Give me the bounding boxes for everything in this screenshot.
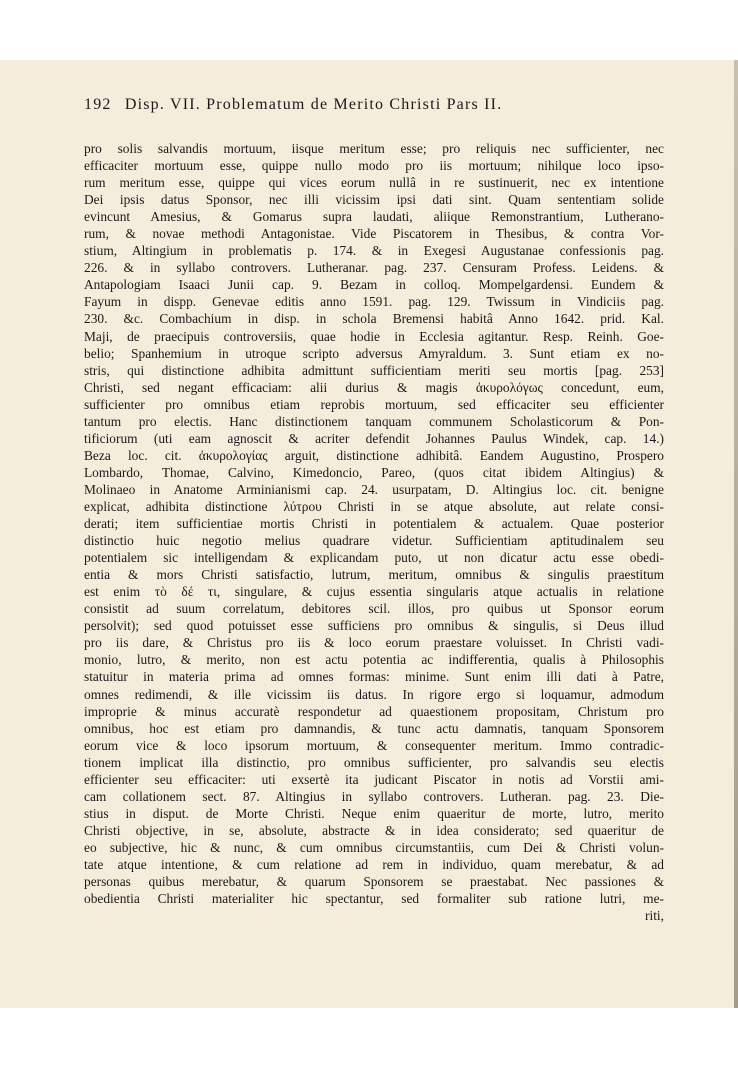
text-line: omnibus, hoc est etiam pro damnandis, & tunc actu damnatis, tanquam Sponsorem [84,720,664,736]
text-line: eorum vice & loco ipsorum mortuum, & consequenter meritum. Immo contradic- [84,737,664,753]
text-line: riti, [645,908,664,924]
text-line: explicat, adhibita distinctione λύτρου Christi in se atque absolute, aut relate consi- [84,498,664,514]
text-line: rum meritum esse, quippe qui vices eorum nullâ in re sustinuerit, nec ex intentione [84,175,664,191]
text-line: evincunt Amesius, & Gomarus supra laudati, aliique Remonstrantium, Lutherano- [84,209,664,225]
body-text [84,140,664,924]
running-head [84,96,664,114]
text-line: Beza loc. cit. ἀκυρολογίας arguit, distinctione adhibitâ. Eandem Augustino, Prospero [84,447,664,463]
text-line: persolvit); sed quod potuisset esse sufficiens pro omnibus & singulis, si Deus illud [84,618,664,634]
text-line: stius in disput. de Morte Christi. Neque enim quaeritur de morte, lutro, merito [84,805,664,821]
text-line: Lombardo, Thomae, Calvino, Kimedoncio, Pareo, (quos citat ibidem Altingius) & [84,464,664,480]
text-line: tate atque intentione, & cum relatione ad rem in individuo, quam merebatur, & ad [84,856,664,872]
text-line: statuitur in materia prima ad omnes formas: minime. Sunt enim illi dati à Patre, [84,669,664,685]
text-line: 230. &c. Combachium in disp. in schola Bremensi habitâ Anno 1642. prid. Kal. [84,311,664,327]
text-line: stium, Altingium in problematis p. 174. & in Exegesi Augustanae confessionis pag. [84,243,664,259]
text-line: efficienter seu efficaciter: uti exsertè ita judicant Piscator in notis ad Vorstii ami- [84,771,664,787]
text-line: entia & mors Christi satisfactio, lutrum, meritum, omnibus & singulis praestitum [84,567,664,583]
text-line: tionem implicat illa distinctio, pro omnibus sufficienter, pro salvandis seu electis [84,754,664,770]
text-line: tantum pro electis. Hanc distinctionem tanquam communem Scholasticorum & Pon- [84,413,664,429]
text-line: rum, & novae methodi Antagonistae. Vide Piscatorem in Thesibus, & contra Vor- [84,226,664,242]
text-line: 226. & in syllabo controvers. Lutheranar. pag. 237. Censuram Profess. Leidens. & [84,260,664,276]
page-number: 192 [84,96,112,113]
page-edge-shadow [734,60,738,1008]
text-line: Maji, de praecipuis controversiis, quae hodie in Ecclesia agitantur. Resp. Reinh. Goe- [84,328,664,344]
text-line: obedientia Christi materialiter hic spectantur, sed formaliter sub ratione lutri, me- [84,891,664,907]
text-line: consistit ad suum correlatum, debitores scil. illos, pro quibus ut Sponsor eorum [84,601,664,617]
text-line: sufficienter pro omnibus etiam reprobis mortuum, sed efficaciter seu efficienter [84,396,664,412]
text-line: improprie & minus accuratè respondetur ad quaestionem propositam, Christum pro [84,703,664,719]
text-line: pro solis salvandis mortuum, iisque meritum esse; pro reliquis nec sufficienter, nec [84,141,664,156]
bottom-margin [0,1008,738,1068]
text-line: distinctio huic negotio melius quadrare videtur. Sufficientiam aptitudinalem seu [84,533,664,549]
text-line: monio, lutro, & merito, non est actu potentia ac indifferentia, qualis à Philosophis [84,652,664,668]
text-line: stris, qui distinctione adhibita admittunt sufficientiam meriti seu mortis [pag. 253] [84,362,664,378]
text-line: Fayum in dispp. Genevae editis anno 1591. pag. 129. Twissum in Vindiciis pag. [84,294,664,310]
text-line: omnes redimendi, & ille vicissim iis datus. In rigore ergo si loquamur, admodum [84,686,664,702]
text-line: Dei ipsis datus Sponsor, nec illi vicissim ipsi dati sint. Quam sententiam solide [84,192,664,208]
text-line: eo subjective, hic & nunc, & cum omnibus circumstantiis, cum Dei & Christi volun- [84,839,664,855]
text-line: belio; Spanhemium in utroque scripto adversus Amyraldum. 3. Sunt etiam ex no- [84,345,664,361]
text-line: derati; item sufficientiae mortis Christi in potentialem & actualem. Quae posterior [84,516,664,532]
text-line: potentialem sic intelligendam & explicandam puto, ut non dicatur actu esse obedi- [84,550,664,566]
text-line: Antapologiam Isaaci Junii cap. 9. Bezam in colloq. Mompelgardensi. Eundem & [84,277,664,293]
running-head-title: Disp. VII. Problematum de Merito Christi Pars II. [124,96,503,113]
text-line: Christi objective, in se, absolute, abstracte & in idea considerato; sed quaeritur de [84,822,664,838]
text-line: tificiorum (uti eam agnoscit & acriter defendit Johannes Paulus Windek, cap. 14.) [84,430,664,446]
text-line: cam collationem sect. 87. Altingius in syllabo controvers. Lutheran. pag. 23. Die- [84,788,664,804]
text-line: personas quibus merebatur, & quarum Sponsorem se praestabat. Nec passiones & [84,874,664,890]
top-margin [0,0,738,60]
text-line: est enim τὸ δέ τι, singulare, & cujus essentia singularis atque actualis in relatione [84,584,664,600]
text-line: pro iis dare, & Christus pro iis & loco eorum praestare voluisset. In Christi vadi- [84,635,664,651]
text-line: Molinaeo in Anatome Arminianismi cap. 24. usurpatam, D. Altingius loc. cit. benigne [84,481,664,497]
text-line: Christi, sed negant efficaciam: alii durius & magis ἀκυρολόγως concedunt, eum, [84,379,664,395]
text-line: efficaciter mortuum esse, quippe nullo modo pro iis mortuum; nihilque loco ipso- [84,158,664,174]
